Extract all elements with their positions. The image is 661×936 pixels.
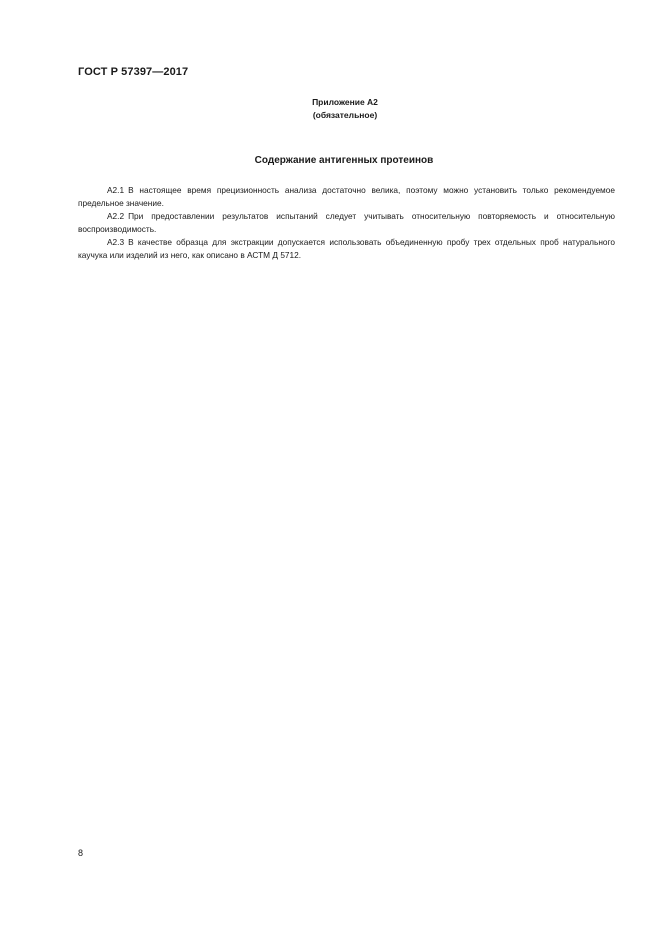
annex-status: (обязательное) xyxy=(312,110,378,120)
paragraph-number: А2.2 xyxy=(107,210,125,221)
paragraph-text: В качестве образца для экстракции допускается использовать объединенную пробу трех отдельных проб натурального каучука или изделий из него, как описано в АСТМ Д 5712. xyxy=(78,236,615,260)
body-text xyxy=(78,184,615,261)
paragraph-number: А2.1 xyxy=(107,185,125,195)
page-number: 8 xyxy=(78,848,84,858)
paragraph-text: При предоставлении результатов испытаний следует учитывать относительную повторяемость и относительную воспроизводимость. xyxy=(78,210,615,234)
standard-designation: ГОСТ Р 57397—2017 xyxy=(78,66,189,78)
paragraph-text: В настоящее время прецизионность анализа достаточно велика, поэтому можно установить только рекомендуемое предельное значение. xyxy=(78,185,615,208)
paragraph-a2-1 xyxy=(78,184,615,210)
annex-title: Приложение А2 xyxy=(312,97,378,107)
paragraph-a2-3 xyxy=(78,236,615,262)
paragraph-number: А2.3 xyxy=(107,236,125,247)
paragraph-a2-2 xyxy=(78,210,615,236)
section-title: Содержание антигенных протеинов xyxy=(254,155,434,166)
annex-heading xyxy=(0,96,661,122)
